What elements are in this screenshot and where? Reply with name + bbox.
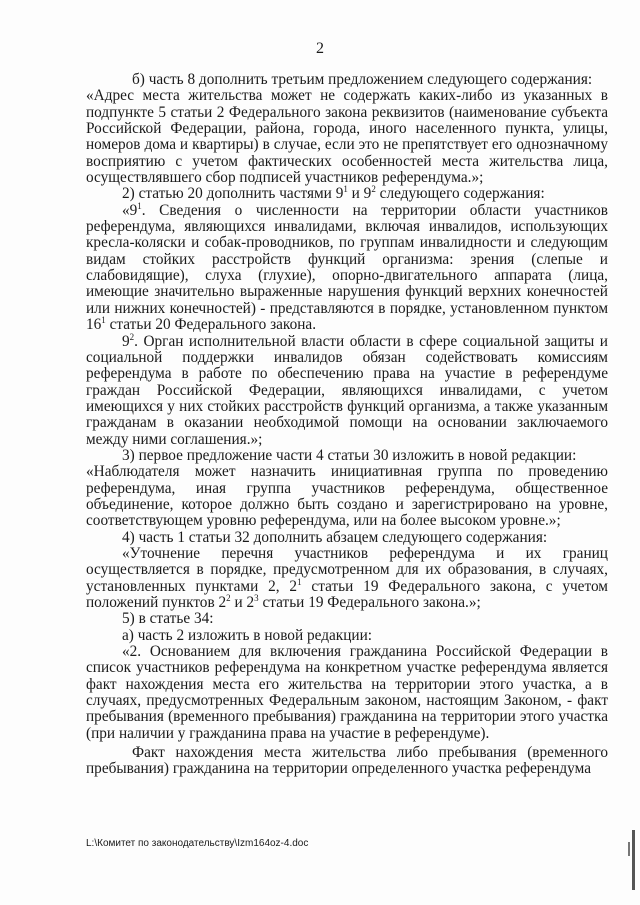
- paragraph-basis-quote: «2. Основанием для включения гражданина Российской Федерации в список участников референдума на конкретном участке референдума является факт нахождения места его жительства на территории этого участка, а в случаях, предусмотренных Федеральным законом, настоящим Законом, - факт пребывания (временного пребывания) гражданина на территории этого участка (при наличии у гражданина права на участие в референдуме).: [86, 643, 608, 742]
- paragraph-item-5: 5) в статье 34:: [122, 610, 214, 628]
- paragraph-part-9-2: $9^2$. Орган исполнительной власти области в сфере социальной защиты и социальной поддержки инвалидов обязан содействовать комиссиям референдума в работе по обеспечению права на участие в референдуме граждан Российской Федерации, являющихся инвалидами, с учетом имеющихся у них стойких расстройств функций организма, а также указанным гражданам в оказании необходимой помощи на основании заключаемого между ними соглашения.»;: [86, 331, 608, 448]
- paragraph-part-9-1: «$9^1$. Сведения о численности на территории области участников референдума, являющихся инвалидами, включая инвалидов, использующих кресла-коляски и собак-проводников, по группам инвалидности и следующим видам стойких расстройств функций организма: зрения (слепые и слабовидящие), слуха (глухие), опорно-двигательного аппарата (лица, имеющие значительно выраженные нарушения функций верхних конечностей или нижних конечностей) - представляются в порядке, установленном пунктом $16^1$ статьи 20 Федерального закона.: [86, 200, 608, 334]
- document-body: [86, 72, 608, 778]
- paragraph-item-b: б) часть 8 дополнить третьим предложением следующего содержания:: [132, 71, 593, 88]
- footer-file-path: L:\Комитет по законодательству\Izm164oz-4.doc: [86, 838, 309, 849]
- paragraph-item-3: 3) первое предложение части 4 статьи 30 изложить в новой редакции:: [122, 446, 577, 464]
- paragraph-observer-quote: «Наблюдателя может назначить инициативная группа по проведению референдума, иная группа участников референдума, общественное объединение, которое должно быть создано и зарегистрировано на уровне, соответствующем уровню референдума, или на более высоком уровне.»;: [86, 463, 608, 530]
- page-number: 2: [316, 40, 324, 57]
- paragraph-address-quote: «Адрес места жительства может не содержать каких-либо из указанных в подпункте 5 статьи 2 Федерального закона реквизитов (наименование субъекта Российской Федерации, района, города, иного населенного пункта, улицы, номеров дома и квартиры) в случае, если это не препятствует его однозначному восприятию с учетом фактических особенностей места жительства лица, осуществлявшего сбор подписей участников референдума.»;: [86, 87, 608, 187]
- paragraph-item-2: 2) статью 20 дополнить частями $9^1$ и $9^2$ следующего содержания:: [122, 184, 545, 203]
- paragraph-clarification-quote: «Уточнение перечня участников референдума и их границ осуществляется в порядке, предусмотренном для их образования, в случаях, установленных пунктами 2, $2^1$ статьи 19 Федерального закона, с учетом положений пунктов $2^2$ и $2^3$ статьи 19 Федерального закона.»;: [86, 544, 608, 611]
- scan-edge-mark-small: [628, 842, 630, 856]
- scan-edge-mark: [632, 830, 635, 890]
- paragraph-fact-residence: Факт нахождения места жительства либо пребывания (временного пребывания) гражданина на территории определенного участка референдума: [86, 744, 608, 778]
- paragraph-item-4: 4) часть 1 статьи 32 дополнить абзацем следующего содержания:: [122, 528, 548, 546]
- paragraph-item-a: а) часть 2 изложить в новой редакции:: [122, 626, 373, 644]
